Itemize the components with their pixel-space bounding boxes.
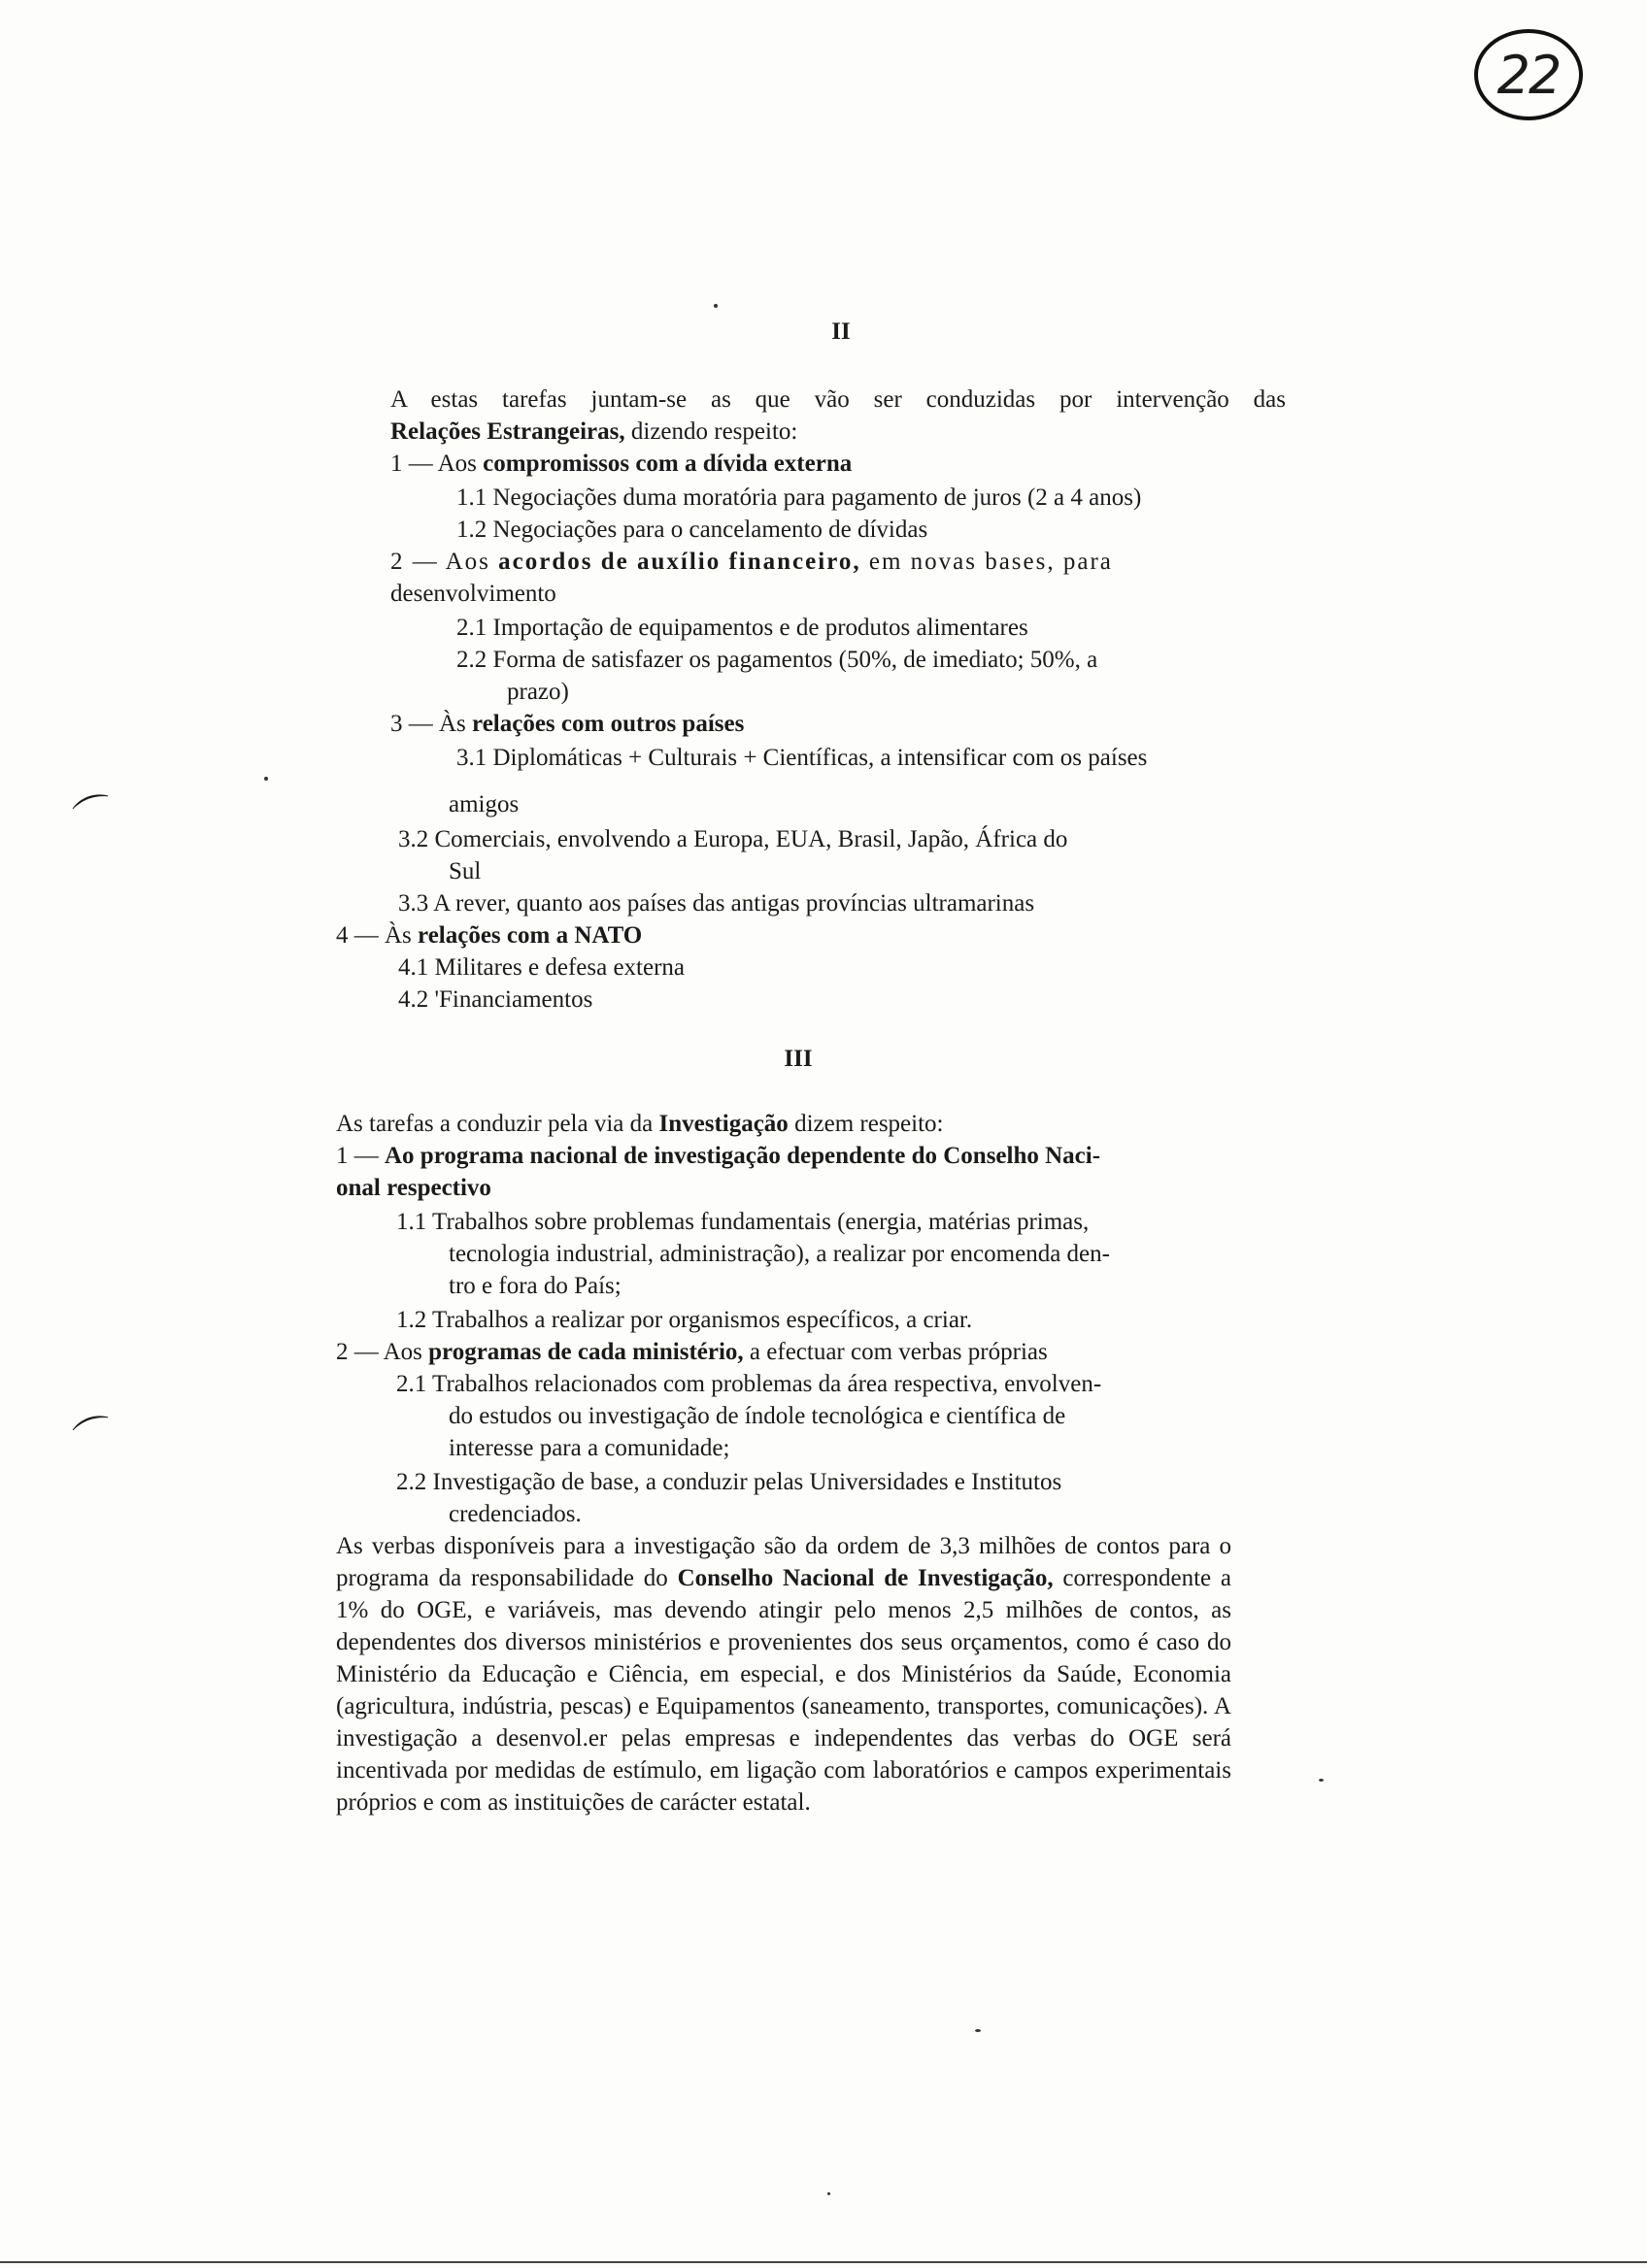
scan-speck [264,777,268,781]
section2-item3-1-line2: amigos [449,791,520,817]
item-rest: em novas bases, para [860,549,1113,575]
section3-item1-line1 [336,1140,1227,1172]
section2-item3-1-line1: 3.1 Diplomáticas + Culturais + Científicas, a intensificar com os países [456,745,1148,771]
section2-item4-2: 4.2 'Financiamentos [398,986,593,1013]
item-bold: relações com a NATO [418,922,643,949]
item-prefix: 1 — [336,1143,385,1169]
item-bold: acordos de auxílio financeiro, [498,549,861,575]
section3-item1-2: 1.2 Trabalhos a realizar por organismos específicos, a criar. [396,1307,973,1333]
bottom-scan-edge [0,2261,1647,2263]
section3-item2-1-line3: interesse para a comunidade; [449,1435,730,1461]
section3-item1-line2 [336,1172,491,1204]
section2-item2 [390,546,1286,578]
item-prefix: 4 — Às [336,922,419,949]
item-bold: onal respectivo [336,1175,491,1201]
section2-item2-2-line2: prazo) [507,679,569,705]
section2-item1-1: 1.1 Negociações duma moratória para pagamento de juros (2 a 4 anos) [456,484,1142,511]
section3-funding-paragraph [336,1530,1231,1818]
section2-intro-line1: A estas tarefas juntam-se as que vão ser conduzidas por intervenção das [390,386,1286,413]
section3-item2-1-line1: 2.1 Trabalhos relacionados com problemas da área respectiva, envolven- [396,1371,1102,1397]
section3-item2-1-line2: do estudos ou investigação de índole tecnológica e científica de [449,1403,1066,1429]
relacoes-estrangeiras-bold: Relações Estrangeiras, [390,418,625,445]
paragraph-text-b: correspondente a 1% do OGE, e variáveis, mas devendo atingir pelo menos 2,5 milhões de contos, as dependentes dos diversos ministérios e provenientes dos seus orçamentos, como é caso do Ministério da Educação e Ciência, em especial, e dos Ministérios da Saúde, Economia (agricultura, indústria, pescas) e Equipamentos (saneamento, transportes, comunicações). A investigação a desenvol.er pelas empresas e independentes das verbas do OGE será incentivada por medidas de estímulo, em ligação com laboratórios e campos experimentais próprios e com as instituições de carácter estatal. [336,1565,1232,1816]
scan-speck [714,304,718,308]
intro-rest: dizendo respeito: [624,418,798,445]
item-prefix: 3 — Às [390,711,473,737]
scan-speck [827,2192,830,2195]
hole-punch-mark-upper: ⌒ [69,787,121,843]
section2-item3 [390,708,744,740]
intro-b: dizem respeito: [788,1111,944,1137]
section-heading-iii: III [784,1046,813,1072]
section-heading-ii: II [831,318,851,345]
section2-item3-2-line1: 3.2 Comerciais, envolvendo a Europa, EUA, Brasil, Japão, África do [398,826,1068,852]
section3-item1-1-line2: tecnologia industrial, administração), a realizar por encomenda den- [449,1241,1110,1267]
section3-item1-1-line3: tro e fora do País; [449,1273,622,1299]
section3-intro [336,1108,943,1140]
item-prefix: 2 — Aos [390,549,499,575]
section3-item2-2-line2: credenciados. [449,1501,582,1527]
section2-item4-1: 4.1 Militares e defesa externa [398,954,686,981]
scan-speck [1319,1779,1324,1782]
investigacao-bold: Investigação [658,1111,789,1137]
section2-item3-3: 3.3 A rever, quanto aos países das antigas províncias ultramarinas [398,890,1035,917]
page-number-circled: 22 [1474,29,1583,120]
item-bold: compromissos com a dívida externa [483,450,853,477]
conselho-nacional-bold: Conselho Nacional de Investigação, [677,1565,1054,1591]
section2-item1-2: 1.2 Negociações para o cancelamento de dívidas [456,517,928,543]
item-rest: a efectuar com verbas próprias [743,1339,1048,1365]
section3-item1-1-line1: 1.1 Trabalhos sobre problemas fundamentais (energia, matérias primas, [396,1209,1090,1235]
section2-item2-1: 2.1 Importação de equipamentos e de produtos alimentares [456,615,1028,641]
section3-item2-2-line1: 2.2 Investigação de base, a conduzir pelas Universidades e Institutos [396,1469,1062,1495]
item-bold: Ao programa nacional de investigação dependente do Conselho Naci- [385,1143,1101,1169]
intro-a: As tarefas a conduzir pela via da [336,1111,659,1137]
item-bold: relações com outros países [472,711,745,737]
section2-item3-2-line2: Sul [449,858,482,884]
item-prefix: 1 — Aos [390,450,484,477]
section2-item2-cont: desenvolvimento [390,581,556,607]
section2-item2-2-line1: 2.2 Forma de satisfazer os pagamentos (50%, de imediato; 50%, a [456,647,1098,673]
paragraph-text-a: As verbas disponíveis para a investigação são da ordem de 3,3 milhões de contos para o programa da responsabilidade do [336,1533,1231,1591]
section2-intro-line2 [390,416,797,448]
scan-speck [975,2029,981,2032]
item-prefix: 2 — Aos [336,1339,429,1365]
section2-item1 [390,448,852,480]
section3-item2 [336,1336,1048,1368]
section2-item4 [336,919,642,951]
item-bold: programas de cada ministério, [428,1339,744,1365]
hole-punch-mark-lower: ⌒ [69,1409,121,1464]
